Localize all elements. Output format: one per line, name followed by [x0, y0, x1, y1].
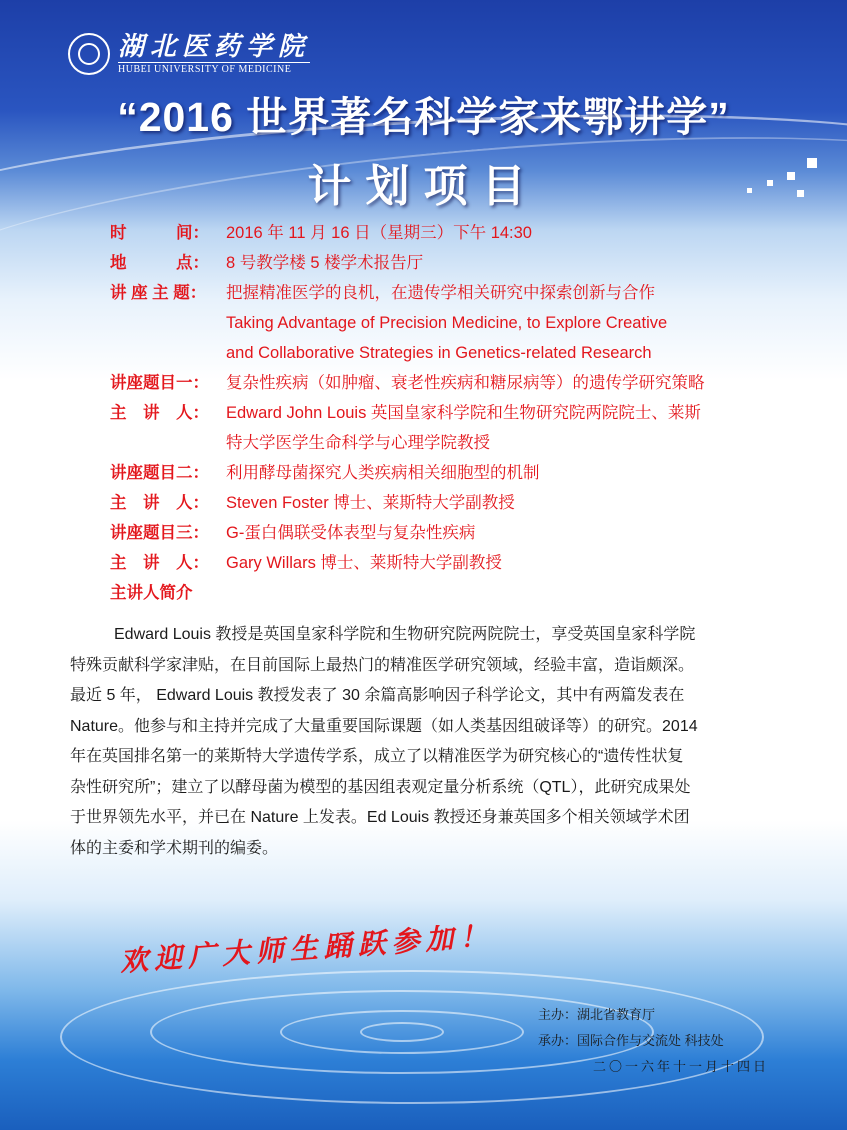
info-theme-en-line2: and Collaborative Strategies in Genetics-related Research	[226, 344, 652, 362]
info-value: 把握精准医学的良机，在遗传学相关研究中探索创新与合作	[226, 284, 655, 302]
speaker-bio	[70, 620, 790, 864]
bio-line: 最近 5 年， Edward Louis 教授发表了 30 余篇高影响因子科学论文，其中有两篇发表在	[70, 687, 685, 704]
footer-host: 主办：湖北省教育厅	[538, 1007, 656, 1022]
bio-heading: 主讲人简介	[110, 584, 193, 602]
info-label: 讲座题目二：	[110, 464, 209, 482]
university-emblem-icon	[68, 33, 110, 75]
welcome-slogan: 欢迎广大师生踊跃参加！	[118, 918, 495, 978]
bio-line: 特殊贡献科学家津贴，在目前国际上最热门的精准医学研究领域，经验丰富，造诣颇深。	[70, 656, 695, 674]
bio-line: Edward Louis 教授是英国皇家科学院和生物研究院两院院士，享受英国皇家科学院	[114, 626, 696, 643]
university-logo	[68, 32, 310, 76]
university-name-cn: 湖北医药学院	[118, 32, 311, 62]
info-label: 地 点：	[110, 254, 209, 272]
info-speaker-1-cont: 特大学医学生命科学与心理学院教授	[226, 434, 490, 452]
info-value: G-蛋白偶联受体表型与复杂性疾病	[226, 524, 476, 542]
info-label: 主 讲 人：	[110, 494, 209, 512]
poster-title: “2016 世界著名科学家来鄂讲学”	[117, 94, 730, 140]
info-time	[110, 218, 810, 248]
info-value: Edward John Louis 英国皇家科学院和生物研究院两院院士、莱斯	[226, 404, 701, 422]
info-label: 时 间：	[110, 224, 209, 242]
bio-line: 体的主委和学术期刊的编委。	[70, 839, 279, 857]
water-ripple	[360, 1022, 444, 1042]
info-value: 利用酵母菌探究人类疾病相关细胞型的机制	[226, 464, 540, 482]
info-speaker-3	[110, 548, 810, 578]
university-name-en: HUBEI UNIVERSITY OF MEDICINE	[118, 62, 310, 76]
info-value: Gary Willars 博士、莱斯特大学副教授	[226, 554, 502, 572]
bio-line: 杂性研究所”；建立了以酵母菌为模型的基因组表观定量分析系统（QTL），此研究成果处	[70, 778, 691, 796]
info-speaker-2	[110, 488, 810, 518]
bio-line: Nature。他参与和主持并完成了大量重要国际课题（如人类基因组破译等）的研究。2014	[70, 717, 698, 735]
info-value: Steven Foster 博士、莱斯特大学副教授	[226, 494, 515, 512]
info-topic-2	[110, 458, 810, 488]
info-label: 讲座题目一：	[110, 374, 209, 392]
info-value: 复杂性疾病（如肿瘤、衰老性疾病和糖尿病等）的遗传学研究策略	[226, 374, 705, 392]
info-value: 8 号教学楼 5 楼学术报告厅	[226, 254, 424, 272]
info-label: 讲座题目三：	[110, 524, 209, 542]
info-location	[110, 248, 810, 278]
info-speaker-1	[110, 398, 810, 428]
bio-line: 于世界领先水平，并已在 Nature 上发表。Ed Louis 教授还身兼英国多个相关领域学术团	[70, 809, 690, 826]
info-theme-en-line1: Taking Advantage of Precision Medicine, to Explore Creative	[226, 314, 668, 332]
info-value: 2016 年 11 月 16 日（星期三）下午 14:30	[226, 224, 532, 242]
footer-date: 二〇一六年十一月十四日	[593, 1059, 770, 1074]
info-topic-3	[110, 518, 810, 548]
poster-subtitle: 计划项目	[307, 161, 540, 212]
info-label: 主 讲 人：	[110, 404, 209, 422]
footer-organizers	[538, 1002, 769, 1080]
info-label: 主 讲 人：	[110, 554, 209, 572]
bio-line: 年在英国排名第一的莱斯特大学遗传学系，成立了以精准医学为研究核心的“遗传性状复	[70, 748, 684, 765]
info-label: 讲 座 主 题：	[110, 284, 207, 302]
info-topic-1	[110, 368, 810, 398]
footer-organizer: 承办：国际合作与交流处 科技处	[538, 1033, 724, 1048]
event-info	[110, 218, 810, 608]
info-theme	[110, 278, 810, 308]
